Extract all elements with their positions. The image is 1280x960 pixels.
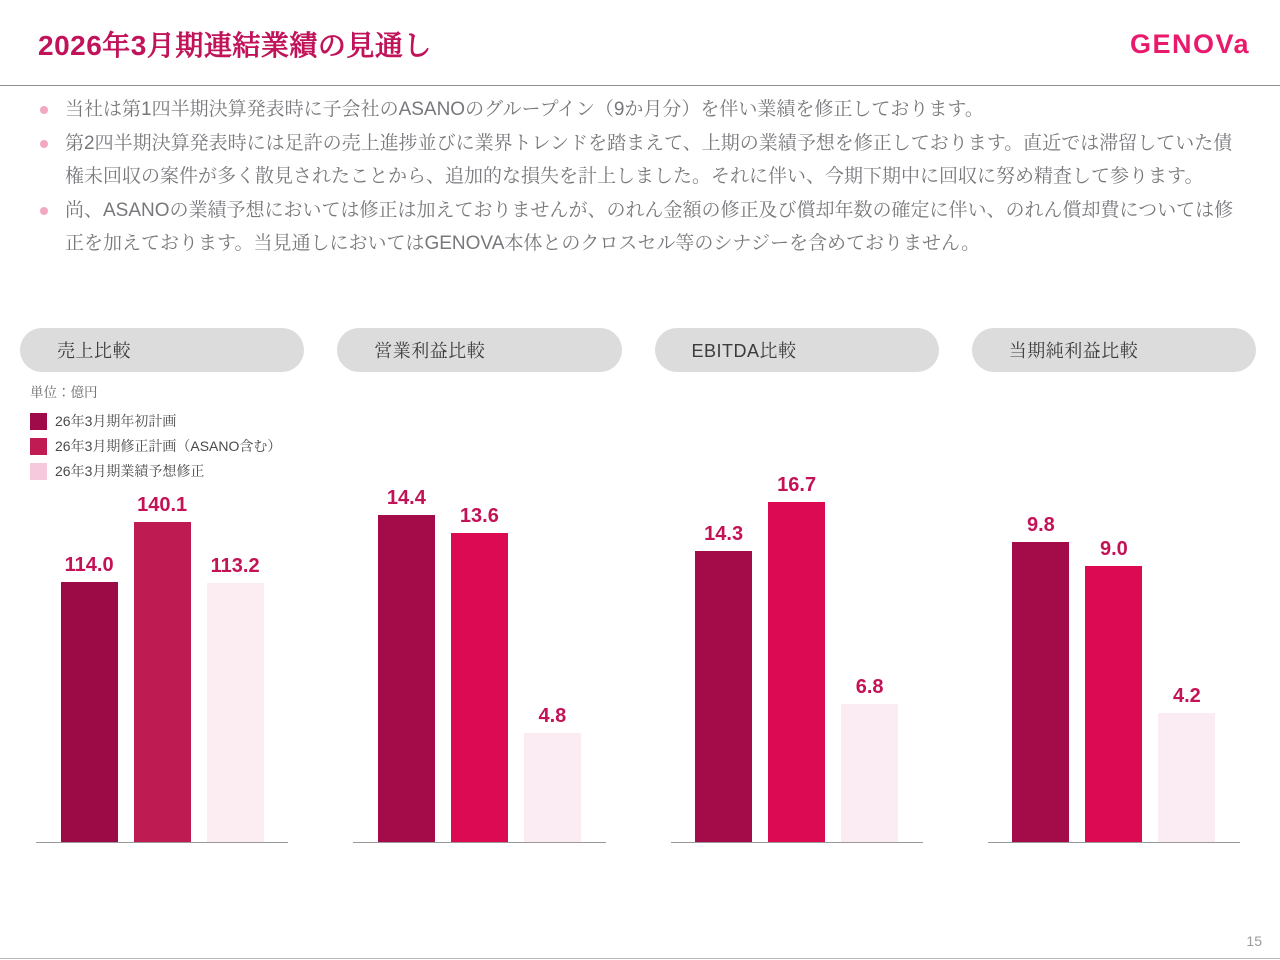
charts-row (20, 328, 1256, 843)
summary-bullets (40, 93, 1248, 261)
unit-label: 単位：億円 (30, 385, 98, 400)
bar-value-label: 140.1 (137, 494, 188, 516)
bar (695, 523, 752, 842)
bar-value-label: 6.8 (855, 676, 884, 698)
bullet-item (40, 93, 1248, 126)
bullet-text: 当社は第1四半期決算発表時に子会社のASANOのグループイン（9か月分）を伴い業績を修正しております。 (65, 99, 984, 120)
bar (61, 554, 118, 842)
bullet-dot-icon (40, 140, 48, 148)
genova-logo: GENOVa (1129, 28, 1250, 59)
bar-plot (671, 372, 923, 843)
bar-rect (451, 533, 508, 842)
bar (378, 487, 435, 842)
bar (841, 676, 898, 842)
chart-title-pill: EBITDA比較 (655, 328, 939, 372)
bar-value-label: 14.3 (704, 523, 744, 545)
bullet-item (40, 127, 1248, 193)
chart-operating-profit (337, 328, 621, 843)
bar-rect (524, 733, 581, 842)
bar-value-label: 14.4 (386, 487, 426, 509)
bar (1085, 538, 1142, 842)
legend-label: 26年3月期年初計画 (55, 413, 177, 429)
chart-net-income (972, 328, 1256, 843)
bar-plot (988, 372, 1240, 843)
header-divider (0, 85, 1280, 86)
page-number: 15 (1246, 933, 1262, 949)
bar (451, 505, 508, 842)
chart-title-pill: 当期純利益比較 (972, 328, 1256, 372)
bar-value-label: 16.7 (777, 474, 817, 496)
bar-value-label: 13.6 (459, 505, 499, 527)
bullet-text: 尚、ASANOの業績予想においては修正は加えておりませんが、のれん金額の修正及び償却年数の確定に伴い、のれん償却費については修正を加えております。当見通しにおいてはGENOVA本体とのクロスセル等のシナジーを含めておりません。 (65, 200, 1234, 254)
bar-plot (353, 372, 605, 843)
bar-value-label: 113.2 (210, 555, 260, 577)
legend-swatch (30, 413, 47, 430)
chart-title-pill: 営業利益比較 (337, 328, 621, 372)
bar (134, 494, 191, 842)
chart-legend (30, 381, 330, 486)
legend-item (30, 461, 330, 481)
bullet-item (40, 194, 1248, 260)
bullet-dot-icon (40, 207, 48, 215)
chart-revenue (20, 328, 304, 843)
bar (1158, 685, 1215, 842)
bar-value-label: 9.0 (1099, 538, 1128, 560)
bar (1012, 514, 1069, 842)
bar-rect (207, 583, 264, 842)
bar-rect (1085, 566, 1142, 842)
bar-value-label: 9.8 (1026, 514, 1055, 536)
bar-rect (1158, 713, 1215, 842)
legend-swatch (30, 463, 47, 480)
legend-label: 26年3月期業績予想修正 (55, 463, 205, 479)
slide-header (38, 20, 1250, 68)
bar-rect (841, 704, 898, 842)
bar (524, 705, 581, 842)
legend-item (30, 436, 330, 456)
footer-divider (0, 958, 1280, 959)
bar-value-label: 4.2 (1172, 685, 1201, 707)
bar-rect (768, 502, 825, 842)
bullet-dot-icon (40, 106, 48, 114)
chart-ebitda (655, 328, 939, 843)
legend-swatch (30, 438, 47, 455)
bar-rect (378, 515, 435, 842)
legend-label: 26年3月期修正計画（ASANO含む） (55, 438, 282, 454)
chart-title-pill: 売上比較 (20, 328, 304, 372)
bar (207, 555, 264, 842)
page-title: 2026年3月期連結業績の見通し (38, 30, 432, 61)
bar (768, 474, 825, 842)
bar-rect (61, 582, 118, 842)
legend-item (30, 411, 330, 431)
bar-rect (1012, 542, 1069, 842)
bar-rect (134, 522, 191, 842)
bar-value-label: 4.8 (538, 705, 567, 727)
bar-rect (695, 551, 752, 842)
bar-value-label: 114.0 (64, 554, 114, 576)
bullet-text: 第2四半期決算発表時には足許の売上進捗並びに業界トレンドを踏まえて、上期の業績予想を修正しております。直近では滞留していた債権未回収の案件が多く散見されたことから、追加的な損失を計上しました。それに伴い、今期下期中に回収に努め精査して参ります。 (65, 133, 1233, 187)
